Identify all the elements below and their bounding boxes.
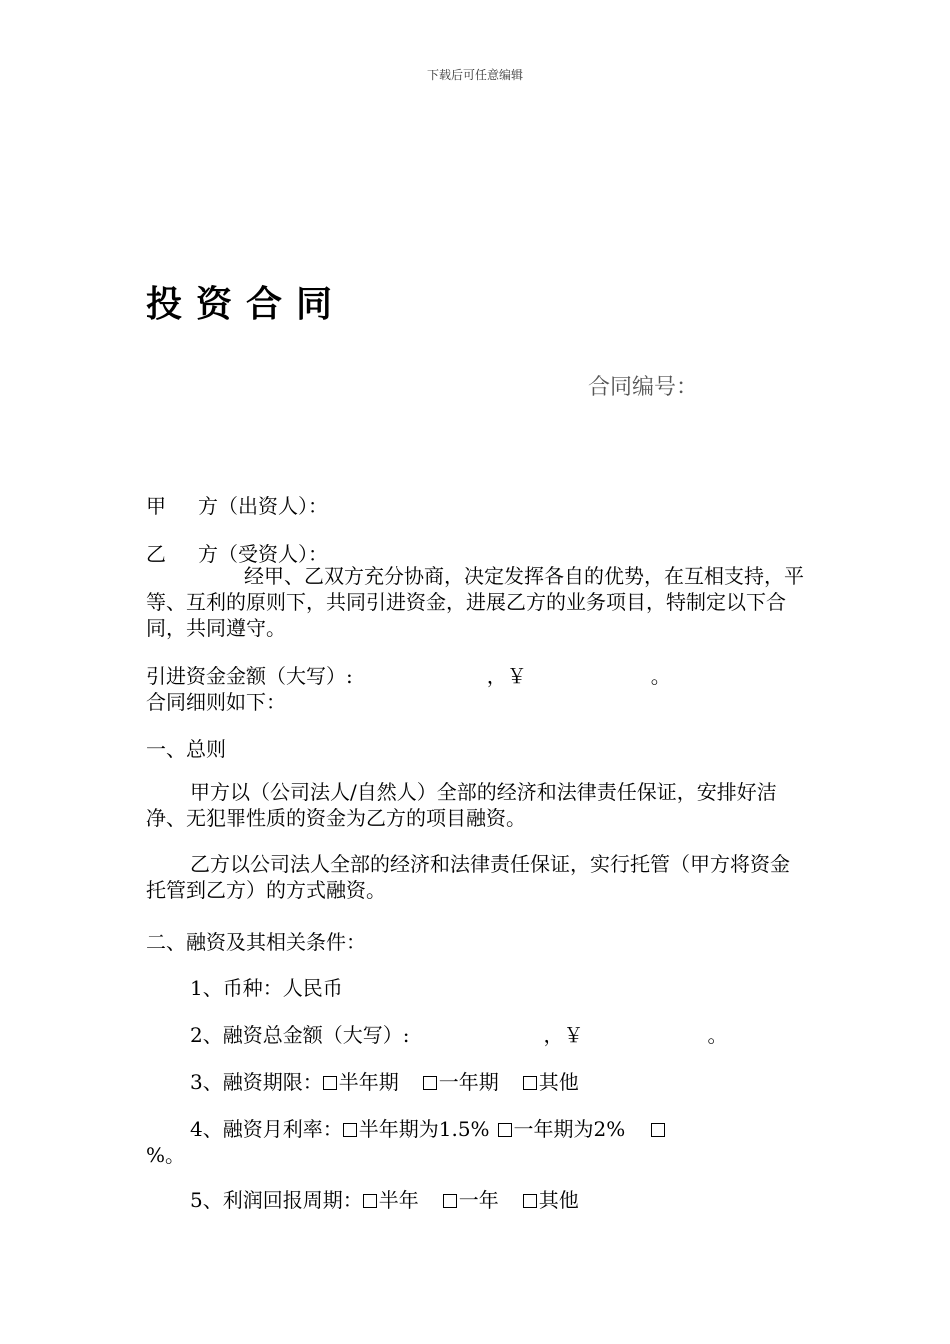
term-label: 3、融资期限：: [190, 1070, 323, 1094]
item-total-amount: [190, 1019, 727, 1048]
term-option-one-year: 一年期: [438, 1070, 499, 1094]
checkbox-icon[interactable]: [523, 1076, 537, 1090]
rate-label: 4、融资月利率：: [190, 1117, 343, 1141]
term-option-other: 其他: [538, 1070, 579, 1094]
checkbox-icon[interactable]: [498, 1123, 512, 1137]
party-a-prefix: 甲: [146, 494, 166, 518]
total-amount-currency: ，￥: [543, 1023, 584, 1047]
header-note: 下载后可任意编辑: [426, 68, 523, 82]
amount-line: [146, 660, 671, 689]
amount-label: 引进资金金额（大写）:: [146, 664, 353, 688]
checkbox-icon[interactable]: [443, 1194, 457, 1208]
total-amount-end: 。: [707, 1023, 728, 1047]
term-option-half-year: 半年期: [338, 1070, 399, 1094]
checkbox-icon[interactable]: [363, 1194, 377, 1208]
item-monthly-rate: [190, 1113, 667, 1142]
rate-option-half-year: 半年期为1.5%: [358, 1117, 490, 1141]
details-intro: 合同细则如下：: [146, 690, 286, 714]
checkbox-icon[interactable]: [343, 1123, 357, 1137]
amount-end: 。: [650, 664, 671, 688]
return-option-one-year: 一年: [458, 1188, 499, 1212]
section1-paragraph-1: 甲方以（公司法人/自然人）全部的经济和法律责任保证，安排好洁净、无犯罪性质的资金为乙方的项目融资。: [146, 780, 777, 830]
return-option-half-year: 半年: [378, 1188, 419, 1212]
return-label: 5、利润回报周期：: [190, 1188, 363, 1212]
document-title: 投资合同: [146, 283, 347, 325]
party-a-label: 方（出资人）：: [198, 494, 328, 518]
rate-tail: %。: [146, 1143, 186, 1167]
checkbox-icon[interactable]: [423, 1076, 437, 1090]
intro-paragraph: 经甲、乙双方充分协商，决定发挥各自的优势，在互相支持，平等、互利的原则下，共同引进资金，进展乙方的业务项目，特制定以下合同，共同遵守。: [146, 564, 804, 640]
party-a-line: [146, 490, 328, 519]
contract-number-label: 合同编号：: [588, 375, 699, 400]
checkbox-icon[interactable]: [323, 1076, 337, 1090]
checkbox-icon[interactable]: [523, 1194, 537, 1208]
section1-paragraph-2: 乙方以公司法人全部的经济和法律责任保证，实行托管（甲方将资金托管到乙方）的方式融资。: [146, 852, 790, 902]
section2-heading: 二、融资及其相关条件：: [146, 930, 366, 954]
party-b-prefix: 乙: [146, 542, 166, 566]
item-currency: 1、币种：人民币: [190, 976, 343, 1000]
rate-option-one-year: 一年期为2%: [513, 1117, 626, 1141]
total-amount-label: 2、融资总金额（大写）:: [190, 1023, 410, 1047]
item-term: [190, 1066, 579, 1095]
item-return-cycle: [190, 1184, 579, 1213]
return-option-other: 其他: [538, 1188, 579, 1212]
checkbox-icon[interactable]: [651, 1123, 665, 1137]
section1-heading: 一、总则: [146, 737, 226, 761]
party-b-label: 方（受资人）：: [198, 542, 328, 566]
amount-currency: ，￥: [486, 664, 527, 688]
